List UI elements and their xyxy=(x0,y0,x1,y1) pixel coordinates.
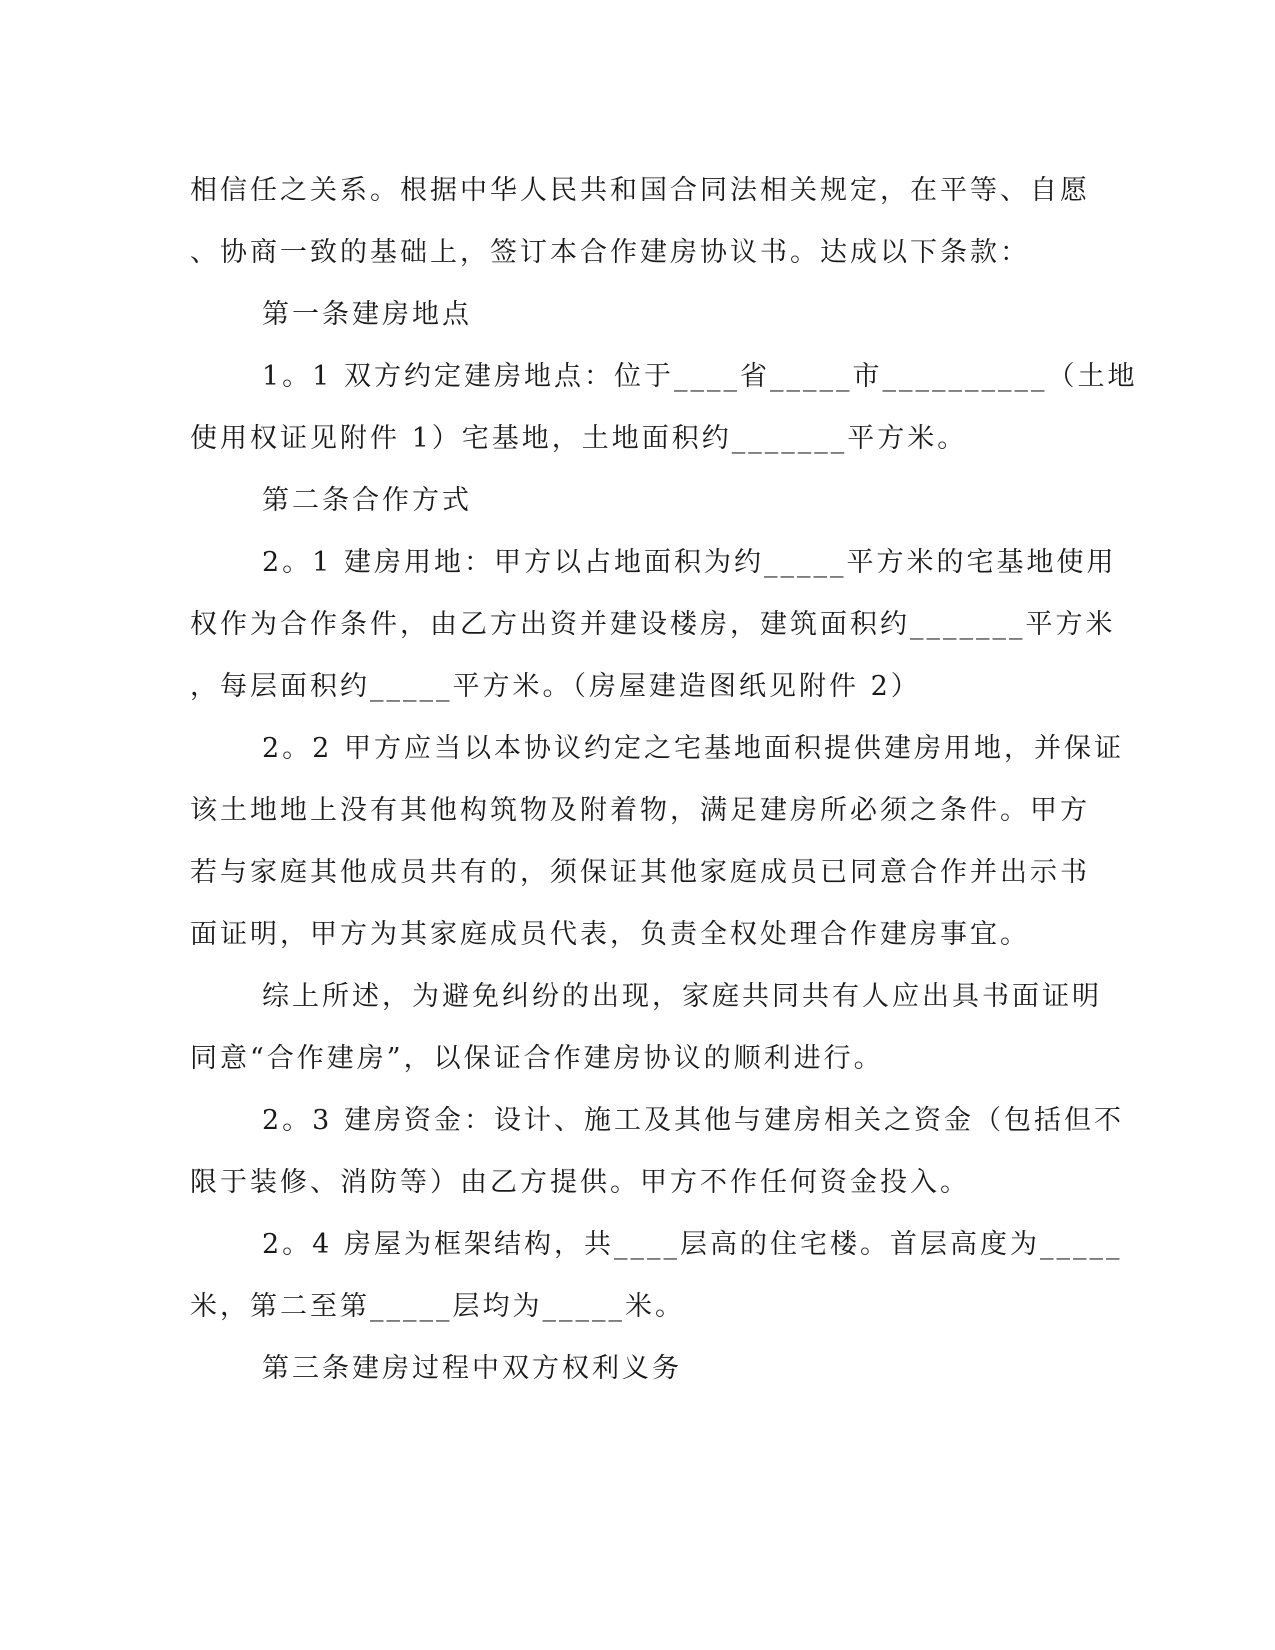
article-2-heading: 第二条合作方式 xyxy=(262,485,472,516)
clause-2-1-line-2: 权作为合作条件，由乙方出资并建设楼房，建筑面积约_______平方米 xyxy=(190,609,1116,640)
article-3-heading: 第三条建房过程中双方权利义务 xyxy=(262,1353,682,1384)
clause-2-3-line-1: 2。3 建房资金：设计、施工及其他与建房相关之资金（包括但不 xyxy=(262,1105,1124,1136)
clause-2-1-line-3: ，每层面积约_____平方米。（房屋建造图纸见附件 2） xyxy=(190,671,921,702)
summary-line-1: 综上所述，为避免纠纷的出现，家庭共同共有人应出具书面证明 xyxy=(262,981,1102,1012)
clause-1-1-line-2: 使用权证见附件 1）宅基地，土地面积约_______平方米。 xyxy=(190,423,968,454)
clause-2-2-line-3: 若与家庭其他成员共有的，须保证其他家庭成员已同意合作并出示书 xyxy=(190,857,1090,888)
clause-2-2-line-1: 2。2 甲方应当以本协议约定之宅基地面积提供建房用地，并保证 xyxy=(262,733,1124,764)
article-1-heading: 第一条建房地点 xyxy=(262,299,472,330)
clause-2-4-line-2: 米，第二至第_____层均为_____米。 xyxy=(190,1291,685,1322)
document-body xyxy=(190,160,1138,1400)
clause-2-1-line-1: 2。1 建房用地：甲方以占地面积为约_____平方米的宅基地使用 xyxy=(262,547,1117,578)
clause-2-3-line-2: 限于装修、消防等）由乙方提供。甲方不作任何资金投入。 xyxy=(190,1167,970,1198)
clause-2-2-line-4: 面证明，甲方为其家庭成员代表，负责全权处理合作建房事宜。 xyxy=(190,919,1030,950)
clause-1-1-line-1: 1。1 双方约定建房地点：位于____省_____市__________（土地 xyxy=(262,361,1138,392)
text-line-continuation-1: 相信任之关系。根据中华人民共和国合同法相关规定，在平等、自愿 xyxy=(190,175,1090,206)
text-line-continuation-2: 、协商一致的基础上，签订本合作建房协议书。达成以下条款： xyxy=(190,237,1030,268)
clause-2-2-line-2: 该土地地上没有其他构筑物及附着物，满足建房所必须之条件。甲方 xyxy=(190,795,1090,826)
summary-line-2: 同意“合作建房”，以保证合作建房协议的顺利进行。 xyxy=(190,1043,884,1074)
clause-2-4-line-1: 2。4 房屋为框架结构，共____层高的住宅楼。首层高度为_____ xyxy=(262,1229,1123,1260)
